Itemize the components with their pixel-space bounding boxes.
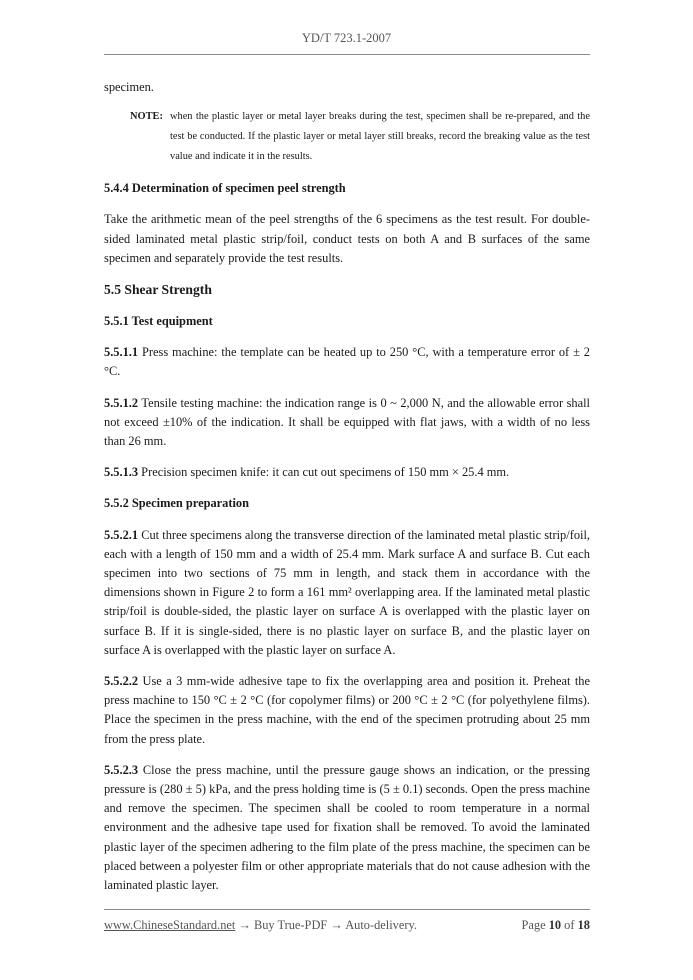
clause-text: Close the press machine, until the pressure gauge shows an indication, or the pressing pressure is (280 ± 5) kPa, and the press holding time is (5 ± 0.1) seconds. Open the press machine and remove the specimen. The specimen shall be cooled to room temperature in a normal environment and the adhesive tape used for fixation shall be removed. To avoid the laminated plastic layer of the specimen adhering to the film plate of the press machine, the specimen can be placed between a polyester film or other appropriate materials that do not cause adhesion with the laminated plastic layer. [104, 762, 590, 893]
of-label: of [561, 918, 578, 932]
page-body [104, 78, 590, 895]
clause-number: 5.5.1.1 [104, 345, 139, 360]
note-text: when the plastic layer or metal layer breaks during the test, specimen shall be re-prepared, and the test be conducted. If the plastic layer or metal layer still breaks, record the breaking value as the test value and indicate it in the results. [170, 111, 590, 163]
clause-5-5-1-1 [104, 343, 590, 381]
continued-text: specimen. [104, 80, 154, 94]
page-number: 10 [548, 918, 562, 932]
clause-text: Press machine: the template can be heated up to 250 °C, with a temperature error of ± 2 °C. [104, 345, 590, 379]
page-label: Page [521, 918, 549, 932]
note-block [104, 107, 590, 167]
clause-text: Cut three specimens along the transverse direction of the laminated metal plastic strip/foil, each with a length of 150 mm and a width of 25.4 mm. Mark surface A and surface B. Cut each specimen into two sections of 75 mm in length, and stack them in accordance with the dimensions shown in Figure 2 to form a 161 mm² overlapping area. If the laminated metal plastic strip/foil is double-sided, the plastic layer on surface A is overlapped with the plastic layer on surface B. If it is single-sided, there is no plastic layer on surface B, and the plastic layer on surface A is overlapped with the plastic layer on surface A. [104, 527, 590, 657]
clause-5-5-1-3 [104, 463, 590, 482]
note-label: NOTE: [130, 111, 163, 123]
clause-5-5-2-3 [104, 761, 590, 895]
page-header: YD/T 723.1-2007 [301, 31, 392, 45]
clause-number: 5.5.1.3 [104, 465, 139, 480]
delivery-text: Auto-delivery. [342, 918, 417, 932]
clause-number: 5.5.2.1 [104, 527, 139, 542]
clause-text: Tensile testing machine: the indication range is 0 ~ 2,000 N, and the allowable error shall not exceed ±10% of the indication. It shall be equipped with flat jaws, with a width of no less than 26 mm. [104, 395, 590, 449]
page-counter [522, 918, 591, 933]
page-total: 18 [577, 918, 590, 932]
arrow-right-icon: → [330, 918, 343, 932]
clause-text: Use a 3 mm-wide adhesive tape to fix the overlapping area and position it. Preheat the press machine to 150 °C ± 2 °C (for copolymer films) or 200 °C ± 2 °C (for polyethylene films). Place the specimen in the press machine, with the end of the specimen protruding about 25 mm from the press plate. [104, 674, 590, 746]
heading-5-4-4: 5.4.4 Determination of specimen peel strength [104, 181, 346, 196]
clause-number: 5.5.2.2 [104, 674, 139, 689]
site-link[interactable]: www.ChineseStandard.net [104, 918, 236, 932]
footer-divider [104, 909, 590, 910]
heading-5-5: 5.5 Shear Strength [104, 282, 212, 298]
clause-number: 5.5.2.3 [104, 762, 139, 777]
arrow-right-icon: → [238, 918, 251, 932]
clause-text: Precision specimen knife: it can cut out specimens of 150 mm × 25.4 mm. [138, 465, 510, 480]
footer-promo [104, 918, 417, 933]
clause-5-5-2-2 [104, 672, 590, 749]
clause-number: 5.5.1.2 [104, 395, 139, 410]
clause-5-5-2-1 [104, 526, 590, 660]
heading-5-5-1: 5.5.1 Test equipment [104, 314, 213, 329]
buy-text: Buy True-PDF [250, 918, 331, 932]
paragraph-5-4-4: Take the arithmetic mean of the peel strengths of the 6 specimens as the test result. For double-sided laminated metal plastic strip/foil, conduct tests on both A and B surfaces of the same specimen and separately provide the test results. [104, 212, 590, 265]
clause-5-5-1-2 [104, 394, 590, 452]
header-divider [104, 54, 590, 55]
heading-5-5-2: 5.5.2 Specimen preparation [104, 496, 250, 511]
